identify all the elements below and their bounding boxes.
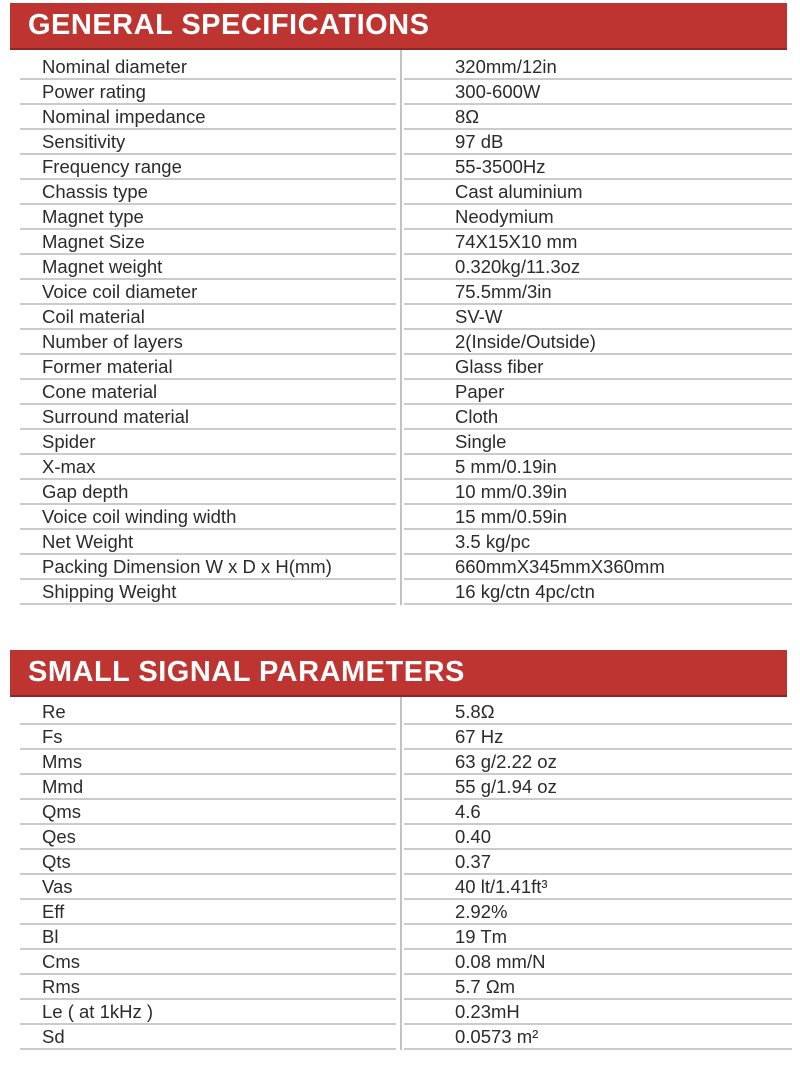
spec-row — [20, 230, 792, 255]
spec-label: Surround material — [20, 405, 396, 430]
spec-value: 67 Hz — [404, 725, 792, 750]
spec-row — [20, 775, 792, 800]
spec-label: Gap depth — [20, 480, 396, 505]
spec-value: 0.08 mm/N — [404, 950, 792, 975]
small-signal-parameters-table — [20, 700, 792, 1050]
spec-row — [20, 850, 792, 875]
spec-value: 8Ω — [404, 105, 792, 130]
spec-label: X-max — [20, 455, 396, 480]
spec-label: Fs — [20, 725, 396, 750]
spec-row — [20, 925, 792, 950]
spec-label: Qms — [20, 800, 396, 825]
general-specifications-table — [20, 55, 792, 605]
spec-value: 55-3500Hz — [404, 155, 792, 180]
spec-row — [20, 405, 792, 430]
spec-row — [20, 950, 792, 975]
spec-row — [20, 355, 792, 380]
spec-row — [20, 725, 792, 750]
spec-row — [20, 1000, 792, 1025]
spec-value: SV-W — [404, 305, 792, 330]
spec-value: 0.23mH — [404, 1000, 792, 1025]
spec-row — [20, 580, 792, 605]
section-title: SMALL SIGNAL PARAMETERS — [28, 656, 465, 688]
spec-value: Cast aluminium — [404, 180, 792, 205]
spec-label: Coil material — [20, 305, 396, 330]
spec-row — [20, 750, 792, 775]
spec-label: Number of layers — [20, 330, 396, 355]
spec-label: Magnet Size — [20, 230, 396, 255]
spec-label: Spider — [20, 430, 396, 455]
spec-value: Single — [404, 430, 792, 455]
spec-label: Former material — [20, 355, 396, 380]
spec-label: Nominal diameter — [20, 55, 396, 80]
spec-row — [20, 105, 792, 130]
spec-row — [20, 255, 792, 280]
spec-label: Packing Dimension W x D x H(mm) — [20, 555, 396, 580]
spec-value: 660mmX345mmX360mm — [404, 555, 792, 580]
spec-row — [20, 480, 792, 505]
spec-label: Re — [20, 700, 396, 725]
spec-label: Nominal impedance — [20, 105, 396, 130]
spec-row — [20, 280, 792, 305]
section-small-signal-parameters — [0, 650, 800, 1050]
spec-label: Vas — [20, 875, 396, 900]
spec-value: Neodymium — [404, 205, 792, 230]
spec-value: 4.6 — [404, 800, 792, 825]
spec-row — [20, 180, 792, 205]
spec-label: Eff — [20, 900, 396, 925]
spec-row — [20, 55, 792, 80]
spec-row — [20, 155, 792, 180]
section-title: GENERAL SPECIFICATIONS — [28, 9, 430, 41]
section-header-banner — [10, 3, 787, 50]
spec-label: Voice coil winding width — [20, 505, 396, 530]
spec-label: Mms — [20, 750, 396, 775]
spec-value: 55 g/1.94 oz — [404, 775, 792, 800]
spec-row — [20, 530, 792, 555]
spec-label: Cone material — [20, 380, 396, 405]
spec-row — [20, 205, 792, 230]
spec-row — [20, 330, 792, 355]
spec-row — [20, 505, 792, 530]
spec-value: 0.37 — [404, 850, 792, 875]
spec-value: Glass fiber — [404, 355, 792, 380]
spec-value: 97 dB — [404, 130, 792, 155]
spec-value: 0.40 — [404, 825, 792, 850]
spec-row — [20, 430, 792, 455]
spec-row — [20, 130, 792, 155]
spec-value: 63 g/2.22 oz — [404, 750, 792, 775]
spec-label: Net Weight — [20, 530, 396, 555]
spec-value: 0.320kg/11.3oz — [404, 255, 792, 280]
spec-value: Paper — [404, 380, 792, 405]
spec-label: Chassis type — [20, 180, 396, 205]
spec-label: Rms — [20, 975, 396, 1000]
spec-label: Power rating — [20, 80, 396, 105]
spec-label: Sensitivity — [20, 130, 396, 155]
spec-value: 5.8Ω — [404, 700, 792, 725]
spec-value: 3.5 kg/pc — [404, 530, 792, 555]
spec-value: 320mm/12in — [404, 55, 792, 80]
spec-label: Sd — [20, 1025, 396, 1050]
spec-row — [20, 80, 792, 105]
spec-label: Magnet type — [20, 205, 396, 230]
spec-row — [20, 900, 792, 925]
spec-label: Qes — [20, 825, 396, 850]
spec-value: 2.92% — [404, 900, 792, 925]
spec-value: 10 mm/0.39in — [404, 480, 792, 505]
spec-label: Frequency range — [20, 155, 396, 180]
spec-row — [20, 380, 792, 405]
spec-row — [20, 975, 792, 1000]
spec-value: 5 mm/0.19in — [404, 455, 792, 480]
spec-value: 74X15X10 mm — [404, 230, 792, 255]
spec-value: 5.7 Ωm — [404, 975, 792, 1000]
spec-value: 40 lt/1.41ft³ — [404, 875, 792, 900]
spec-label: Cms — [20, 950, 396, 975]
spec-value: 0.0573 m² — [404, 1025, 792, 1050]
spec-label: Shipping Weight — [20, 580, 396, 605]
spec-row — [20, 875, 792, 900]
spec-value: Cloth — [404, 405, 792, 430]
section-general-specifications — [0, 3, 800, 605]
spec-label: Qts — [20, 850, 396, 875]
spec-label: Le ( at 1kHz ) — [20, 1000, 396, 1025]
spec-value: 2(Inside/Outside) — [404, 330, 792, 355]
spec-row — [20, 305, 792, 330]
spec-value: 19 Tm — [404, 925, 792, 950]
spec-value: 300-600W — [404, 80, 792, 105]
spec-label: Mmd — [20, 775, 396, 800]
spec-label: Magnet weight — [20, 255, 396, 280]
spec-row — [20, 825, 792, 850]
spec-value: 15 mm/0.59in — [404, 505, 792, 530]
spec-row — [20, 455, 792, 480]
spec-label: Voice coil diameter — [20, 280, 396, 305]
spec-label: Bl — [20, 925, 396, 950]
spec-value: 75.5mm/3in — [404, 280, 792, 305]
spec-value: 16 kg/ctn 4pc/ctn — [404, 580, 792, 605]
spec-row — [20, 800, 792, 825]
spec-row — [20, 700, 792, 725]
spec-row — [20, 555, 792, 580]
spec-row — [20, 1025, 792, 1050]
section-header-banner — [10, 650, 787, 697]
